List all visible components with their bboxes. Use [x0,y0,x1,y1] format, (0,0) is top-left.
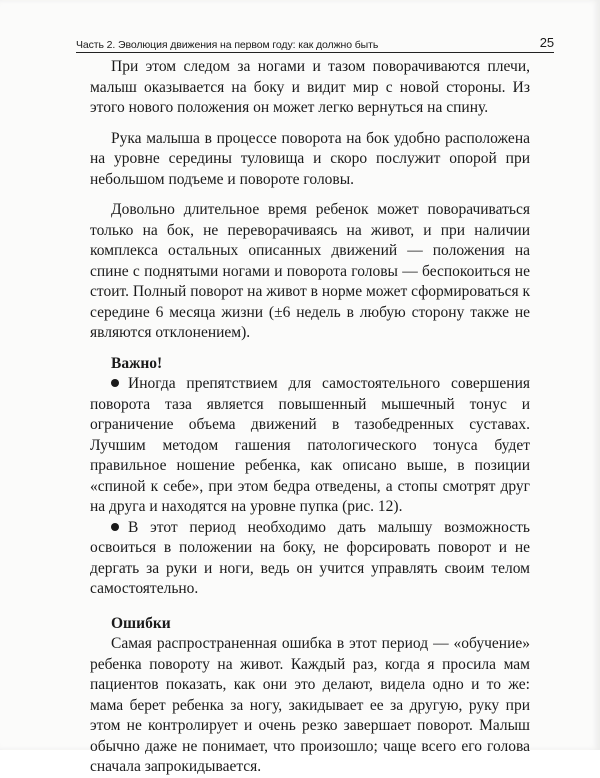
running-title: Часть 2. Эволюция движения на первом году: как должно быть [76,39,379,51]
bullet-item [90,374,530,518]
bullet-text: Иногда препятствием для самостоятельного совершения поворота таза является повышенный мышечный тонус и ограничение объема движений в тазобедренных суставах. Лучшим методом гашения патологического тонуса будет правильное ношение ребенка, как описано выше, в позиции «спиной к себе», при этом бедра отведены, а стопы смотрят друг на друга и находятся на уровне пупка (рис. 12). [90,375,530,515]
important-heading: Важно! [111,354,163,372]
header-rule [76,52,554,53]
errors-heading: Ошибки [111,614,171,632]
paragraph: Рука малыша в процессе поворота на бок удобно расположена на уровне середины туловища и скоро послужит опорой при небольшом подъеме и повороте головы. [90,129,530,188]
bullet-icon [111,379,119,387]
page-body [90,57,530,778]
paragraph: Самая распространенная ошибка в этот период — «обучение» ребенка повороту на живот. Каждый раз, когда я просила мам пациентов показать, как они это делают, видела одно и то же: мама берет ребенка за ногу, закидывает ее за другую, руку при этом не контролирует и очень резко завершает поворот. Малыш обычно даже не понимает, что произошло; чаще всего его голова сначала запрокидывается. [90,635,530,775]
bullet-icon [111,523,119,531]
bullet-item [90,518,530,600]
page-number: 25 [539,35,554,50]
bullet-text: В этот период необходимо дать малышу возможность освоиться в положении на боку, не форсировать поворот и не дергать за руки и ноги, ведь он учится управлять своим телом самостоятельно. [90,518,530,597]
paragraph: При этом следом за ногами и тазом поворачиваются плечи, малыш оказывается на боку и видит мир с новой стороны. Из этого нового положения он может легко вернуться на спину. [90,58,530,116]
running-head [76,29,554,51]
paragraph: Довольно длительное время ребенок может поворачиваться только на бок, не переворачиваясь на живот, и при наличии комплекса остальных описанных движений — положения на спине с поднятыми ногами и поворота головы — беспокоиться не стоит. Полный поворот на живот в норме может сформироваться к середине 6 месяца жизни (±6 недель в любую сторону также не являются отклонением). [90,201,530,341]
